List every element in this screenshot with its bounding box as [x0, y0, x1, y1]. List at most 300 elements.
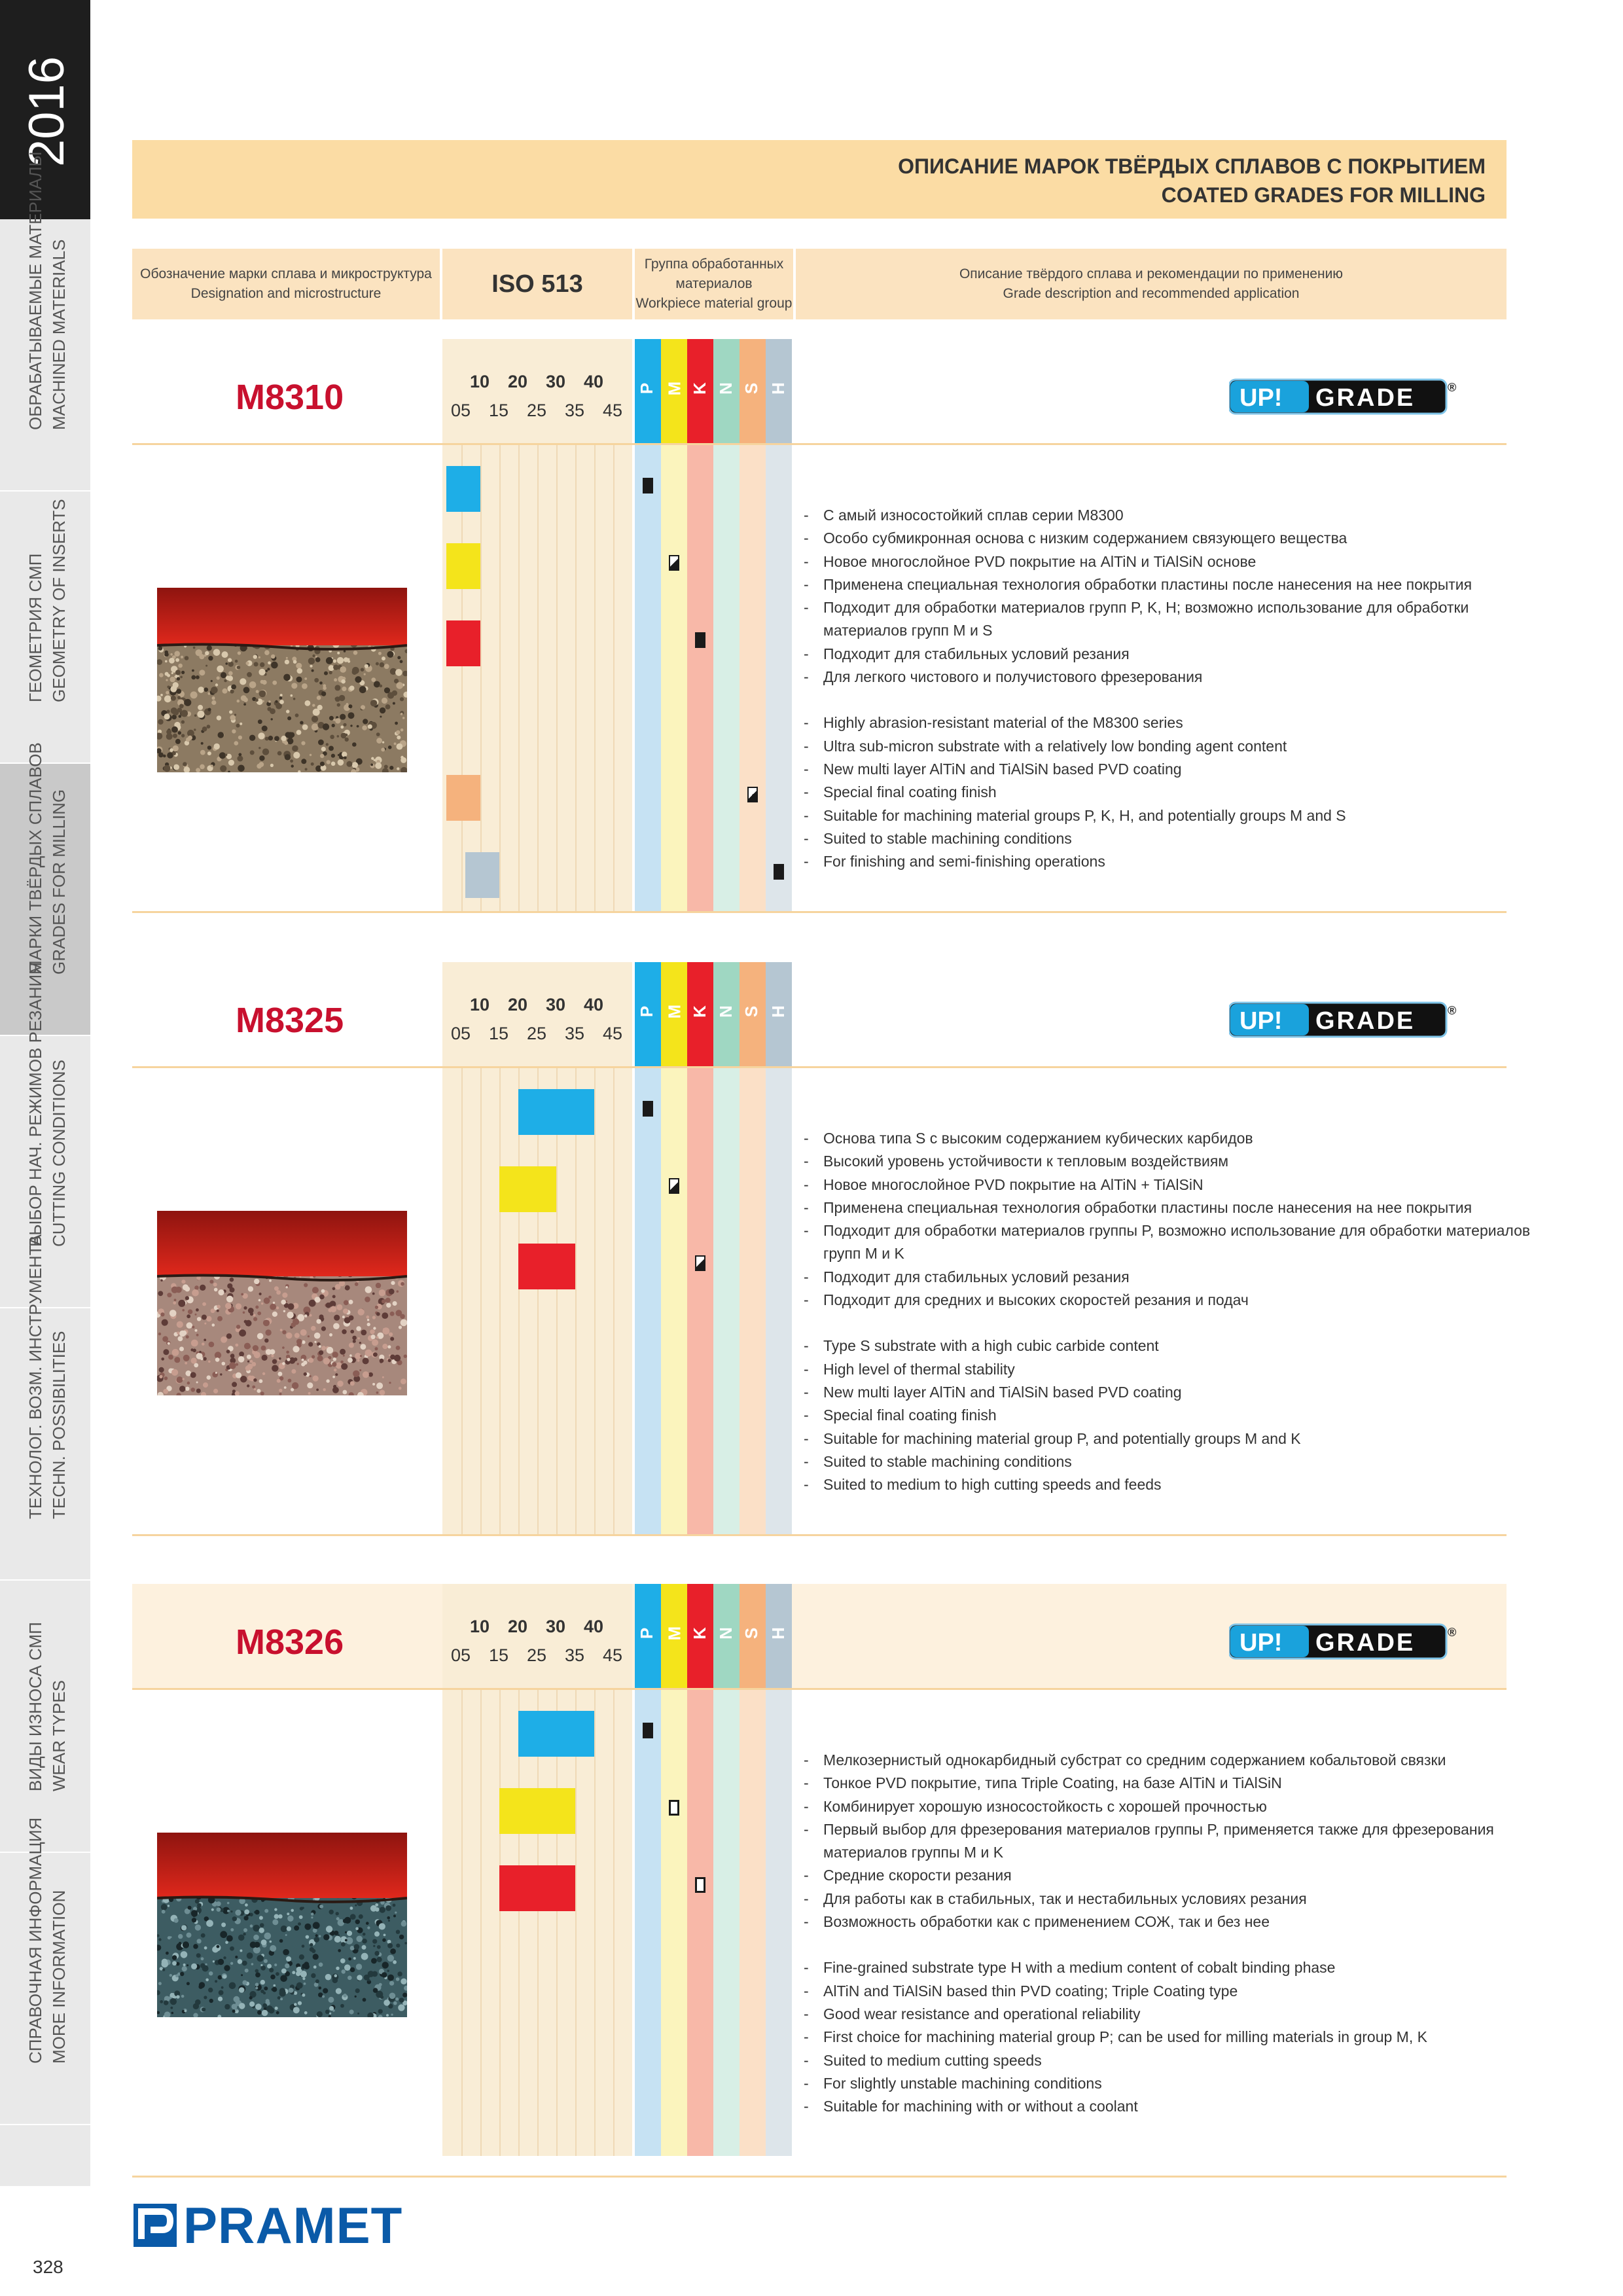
iso-gridline — [499, 1068, 501, 1534]
description-text: Suitable for machining with or without a coolant — [823, 2098, 1138, 2115]
upigrade-logo — [1229, 1623, 1458, 1660]
description-text: Для работы как в стабильных, так и нестабильных условиях резания — [823, 1890, 1307, 1907]
sidebar-tab-label — [24, 1622, 71, 1791]
iso-scale-bottom-label: 15 — [489, 401, 509, 420]
sidebar-tab-label-en: TECHN. POSSIBILITIES — [49, 1331, 69, 1519]
iso-gridline — [556, 1690, 558, 2156]
description-line — [804, 2072, 1494, 2095]
material-group-column-m — [661, 1068, 687, 1534]
bullet-dash: - — [804, 783, 809, 801]
sidebar-tab[interactable] — [0, 1234, 90, 1581]
iso-gridline — [499, 445, 501, 911]
description-line — [804, 1910, 1494, 1933]
column-header-description — [796, 249, 1507, 319]
material-group-header-n — [713, 1584, 740, 1690]
iso-range-bar-m — [499, 1166, 556, 1212]
grade-divider — [132, 1534, 1507, 1536]
bullet-dash: - — [804, 529, 809, 547]
bullet-dash: - — [804, 1913, 809, 1931]
group-ru-1: Группа обработанных — [644, 257, 784, 272]
iso-scale-bottom-label: 45 — [603, 401, 623, 420]
designation-en: Designation and microstructure — [190, 286, 382, 301]
material-group-letter: M — [664, 1004, 685, 1019]
material-group-header-m — [661, 1584, 687, 1690]
sidebar-tab-label-ru: МАРКИ ТВЁРДЫХ СПЛАВОВ — [26, 742, 45, 975]
iso-scale-bottom-label: 45 — [603, 1024, 623, 1043]
bullet-dash: - — [804, 507, 809, 524]
iso-range-bar-k — [518, 1244, 575, 1289]
material-group-column-p — [635, 445, 661, 911]
page-number: 328 — [33, 2257, 63, 2277]
grade-description — [804, 1749, 1494, 2118]
material-group-column-m — [661, 1690, 687, 2156]
bullet-dash: - — [804, 599, 809, 617]
bullet-dash: - — [804, 760, 809, 778]
grade-header-divider — [132, 1066, 1507, 1068]
suitability-mark-p — [643, 478, 653, 493]
microstructure-image — [157, 588, 407, 772]
iso-range-bar-m — [499, 1788, 575, 1834]
description-line — [804, 2003, 1494, 2026]
bullet-dash: - — [804, 575, 809, 593]
description-text: Мелкозернистый однокарбидный субстрат со средним содержанием кобальтовой связки — [823, 1751, 1446, 1768]
description-line — [804, 1772, 1494, 1795]
description-text: материалов групп M и S — [823, 622, 993, 639]
description-text: С амый износостойкий сплав серии М8300 — [823, 507, 1124, 524]
description-text: Type S substrate with a high cubic carbide content — [823, 1337, 1159, 1355]
bullet-dash: - — [804, 1198, 809, 1216]
suitability-mark-k — [695, 632, 705, 648]
page-header — [132, 140, 1507, 219]
material-group-column-h — [766, 1690, 792, 2156]
material-group-letter: K — [689, 1627, 709, 1640]
bullet-dash: - — [804, 1407, 809, 1424]
bullet-dash: - — [804, 2098, 809, 2115]
iso-range-bar-k — [446, 620, 480, 666]
material-group-letter: K — [689, 382, 709, 395]
bullet-dash: - — [804, 2074, 809, 2092]
iso-gridline — [518, 445, 520, 911]
material-group-letter: K — [689, 1005, 709, 1018]
material-group-header-h — [766, 339, 792, 445]
iso-gridline — [613, 1068, 615, 1534]
iso-scale-top-label: 10 — [470, 1617, 490, 1636]
sidebar-tab-label-ru: ВИДЫ ИЗНОСА СМП — [26, 1622, 45, 1791]
bullet-dash: - — [804, 829, 809, 847]
header-title-en: COATED GRADES FOR MILLING — [1161, 183, 1486, 207]
material-group-column-h — [766, 445, 792, 911]
description-line — [804, 1381, 1530, 1404]
description-line — [804, 1358, 1530, 1381]
iso-range-bar-p — [518, 1089, 594, 1135]
description-line — [804, 1795, 1494, 1818]
description-line — [804, 1888, 1494, 1910]
description-text: групп M и K — [823, 1245, 904, 1263]
bullet-dash: - — [804, 1337, 809, 1355]
suitability-mark-s — [747, 787, 758, 802]
material-group-column-n — [713, 445, 740, 911]
sidebar-tab[interactable] — [0, 492, 90, 764]
sidebar-tab-label-ru: СПРАВОЧНАЯ ИНФОРМАЦИЯ — [26, 1817, 45, 2064]
bullet-dash: - — [804, 645, 809, 662]
material-group-letter: H — [768, 1005, 788, 1018]
iso-scale-top-label: 30 — [546, 372, 566, 391]
description-line — [804, 504, 1472, 527]
material-group-letter: P — [637, 1005, 657, 1018]
description-text: Suited to medium to high cutting speeds and feeds — [823, 1476, 1162, 1494]
column-header-designation — [132, 249, 440, 319]
material-group-header-k — [687, 1584, 713, 1690]
iso-gridline — [461, 445, 463, 911]
iso-scale-bottom-label: 35 — [565, 401, 585, 420]
sidebar-nav — [0, 0, 90, 2186]
description-line — [804, 827, 1472, 850]
sidebar-tab-label — [24, 742, 71, 975]
description-line — [804, 1289, 1530, 1312]
description-line — [804, 711, 1472, 734]
description-line — [804, 1242, 1530, 1265]
iso-range-bar-k — [499, 1865, 575, 1911]
sidebar-tab-label — [24, 499, 71, 702]
description-text: Suitable for machining material groups P, K, H, and potentially groups M and S — [823, 806, 1346, 824]
upigrade-logo — [1229, 1001, 1458, 1038]
suitability-mark-m — [669, 1800, 679, 1816]
iso-scale-top-label: 10 — [470, 995, 490, 1014]
description-line — [804, 758, 1472, 781]
description-line — [804, 1127, 1530, 1150]
description-text: First choice for machining material group P; can be used for milling materials in group M, K — [823, 2028, 1427, 2046]
iso-scale-bottom-label: 45 — [603, 1645, 623, 1665]
iso-scale-bottom-label: 35 — [565, 1645, 585, 1665]
description-line — [804, 1980, 1494, 2003]
description-text: High level of thermal stability — [823, 1360, 1015, 1378]
material-group-header-s — [740, 1584, 766, 1690]
material-group-letter: N — [715, 1005, 736, 1018]
bullet-dash: - — [804, 1774, 809, 1792]
description-text: Новое многослойное PVD покрытие на AlTiN и TiAlSiN основе — [823, 552, 1257, 570]
description-line — [804, 527, 1472, 550]
description-text: Подходит для стабильных условий резания — [823, 645, 1130, 662]
sidebar-tab-label-en: CUTTING CONDITIONS — [49, 1060, 69, 1247]
bullet-dash: - — [804, 1153, 809, 1170]
description-text: материалов группы M и K — [823, 1844, 1004, 1861]
group-en: Workpiece material group — [635, 296, 793, 311]
iso-gridline — [575, 1690, 577, 2156]
description-line — [804, 550, 1472, 573]
grade-description — [804, 504, 1472, 873]
description-text: Fine-grained substrate type H with a medium content of cobalt binding phase — [823, 1959, 1336, 1977]
sidebar-tab-label-en: WEAR TYPES — [49, 1679, 69, 1791]
material-group-letter: H — [768, 382, 788, 395]
designation-ru: Обозначение марки сплава и микроструктура — [140, 266, 432, 281]
iso-scale-top-label: 20 — [508, 372, 528, 391]
iso-scale-top-label: 10 — [470, 372, 490, 391]
material-group-header-p — [635, 1584, 661, 1690]
bullet-dash: - — [804, 1268, 809, 1285]
bullet-dash: - — [804, 1175, 809, 1193]
iso-gridline — [537, 445, 539, 911]
bullet-dash: - — [804, 1452, 809, 1470]
bullet-dash: - — [804, 1476, 809, 1494]
description-text: Подходит для обработки материалов группы P, возможно использование для обработки материалов — [823, 1222, 1531, 1240]
sidebar-tab[interactable] — [0, 1581, 90, 1853]
description-en: Grade description and recommended application — [1003, 286, 1300, 301]
description-line — [804, 1427, 1530, 1450]
material-group-letter: S — [741, 382, 762, 395]
bullet-dash: - — [804, 2051, 809, 2069]
grade-header-divider — [132, 1688, 1507, 1690]
material-group-letter: P — [637, 1627, 657, 1640]
description-line — [804, 2026, 1494, 2049]
grade-name: M8310 — [236, 378, 344, 417]
svg-text:UP!: UP! — [1240, 384, 1283, 412]
sidebar-tab-label-ru: ГЕОМЕТРИЯ СМП — [26, 553, 45, 702]
description-line — [804, 735, 1472, 758]
bullet-dash: - — [804, 1222, 809, 1240]
bullet-dash: - — [804, 1751, 809, 1768]
description-text: Высокий уровень устойчивости к тепловым воздействиям — [823, 1153, 1229, 1170]
iso-label: ISO 513 — [491, 270, 583, 298]
description-text: Для легкого чистового и получистового фрезерования — [823, 668, 1203, 686]
description-text: Основа типа S с высоким содержанием кубических карбидов — [823, 1130, 1253, 1147]
iso-gridline — [594, 1068, 596, 1534]
material-group-header-s — [740, 339, 766, 445]
description-text: Suited to stable machining conditions — [823, 829, 1072, 847]
suitability-mark-p — [643, 1723, 653, 1738]
description-line — [804, 2095, 1494, 2118]
suitability-mark-h — [774, 864, 784, 880]
description-text: Средние скорости резания — [823, 1867, 1012, 1884]
bullet-dash: - — [804, 1982, 809, 2000]
grade-name: M8325 — [236, 1001, 344, 1040]
iso-gridline — [556, 1068, 558, 1534]
description-text: Подходит для обработки материалов групп P, K, H; возможно использование для обработки — [823, 599, 1469, 617]
suitability-mark-m — [669, 1178, 679, 1194]
suitability-mark-k — [695, 1877, 705, 1893]
bullet-dash: - — [804, 1383, 809, 1401]
sidebar-tab-label — [24, 1234, 71, 1519]
material-group-column-k — [687, 1068, 713, 1534]
material-group-column-m — [661, 445, 687, 911]
svg-text:GRADE: GRADE — [1315, 1629, 1416, 1657]
bullet-dash: - — [804, 1820, 809, 1838]
iso-range-bar-p — [518, 1711, 594, 1757]
header-title-ru: ОПИСАНИЕ МАРОК ТВЁРДЫХ СПЛАВОВ С ПОКРЫТИЕМ — [898, 154, 1486, 178]
material-group-column-n — [713, 1690, 740, 2156]
iso-scale-bottom-label: 35 — [565, 1024, 585, 1043]
bullet-dash: - — [804, 737, 809, 755]
description-gap — [804, 1312, 1530, 1335]
iso-gridline — [537, 1068, 539, 1534]
iso-gridline — [575, 1068, 577, 1534]
grade-divider — [132, 911, 1507, 913]
iso-gridline — [499, 1690, 501, 2156]
iso-gridline — [518, 1068, 520, 1534]
description-text: Special final coating finish — [823, 1407, 997, 1424]
material-group-column-h — [766, 1068, 792, 1534]
material-group-header-k — [687, 962, 713, 1068]
description-line — [804, 1196, 1530, 1219]
description-line — [804, 1818, 1494, 1841]
material-group-letter: N — [715, 382, 736, 395]
iso-scale-bottom-label: 25 — [527, 1024, 547, 1043]
iso-scale-top-label: 20 — [508, 995, 528, 1014]
description-line — [804, 1174, 1530, 1196]
iso-gridline — [594, 445, 596, 911]
description-text: For slightly unstable machining conditions — [823, 2074, 1102, 2092]
pramet-wordmark: PRAMET — [183, 2196, 403, 2254]
bullet-dash: - — [804, 1890, 809, 1907]
sidebar-tab-label-ru: ОБРАБАТЫВАЕМЫЕ МАТЕРИАЛЫ — [26, 151, 45, 430]
material-group-column-k — [687, 445, 713, 911]
iso-gridline — [461, 1690, 463, 2156]
iso-gridline — [480, 1068, 482, 1534]
description-text: Первый выбор для фрезерования материалов группы P, применяется также для фрезерования — [823, 1820, 1494, 1838]
sidebar-tab-label — [24, 962, 71, 1247]
description-gap — [804, 689, 1472, 711]
description-line — [804, 1404, 1530, 1427]
bullet-dash: - — [804, 853, 809, 870]
description-text: New multi layer AlTiN and TiAlSiN based PVD coating — [823, 1383, 1182, 1401]
material-group-column-p — [635, 1690, 661, 2156]
bullet-dash: - — [804, 1867, 809, 1884]
bullet-dash: - — [804, 1429, 809, 1447]
iso-gridline — [480, 445, 482, 911]
bullet-dash: - — [804, 1130, 809, 1147]
iso-gridline — [594, 1690, 596, 2156]
description-ru: Описание твёрдого сплава и рекомендации по применению — [959, 266, 1344, 281]
svg-text:UP!: UP! — [1240, 1007, 1283, 1035]
description-text: Тонкое PVD покрытие, типа Triple Coating, на базе AlTiN и TiAlSiN — [823, 1774, 1282, 1792]
iso-gridline — [461, 1068, 463, 1534]
description-text: Suited to medium cutting speeds — [823, 2051, 1042, 2069]
iso-gridline — [613, 1690, 615, 2156]
description-line — [804, 1749, 1494, 1772]
description-text: Применена специальная технология обработки пластины после нанесения на нее покрытия — [823, 1198, 1472, 1216]
iso-scale-bottom-label: 25 — [527, 401, 547, 420]
iso-scale-bottom-label: 05 — [451, 401, 471, 420]
description-line — [804, 1473, 1530, 1496]
iso-scale-top-label: 40 — [584, 1617, 604, 1636]
group-ru-2: материалов — [675, 276, 753, 291]
description-text: Подходит для стабильных условий резания — [823, 1268, 1130, 1285]
iso-scale-top-label: 30 — [546, 1617, 566, 1636]
grade-header-divider — [132, 443, 1507, 445]
description-line — [804, 1450, 1530, 1473]
sidebar-tab-label-en: GRADES FOR MILLING — [49, 789, 69, 975]
iso-gridline — [518, 1690, 520, 2156]
description-text: Good wear resistance and operational reliability — [823, 2005, 1141, 2022]
sidebar-tab-label — [24, 1818, 71, 2064]
svg-text:®: ® — [1448, 381, 1457, 394]
description-text: Special final coating finish — [823, 783, 997, 801]
material-group-column-n — [713, 1068, 740, 1534]
material-group-header-p — [635, 962, 661, 1068]
description-line — [804, 596, 1472, 619]
svg-text:GRADE: GRADE — [1315, 1007, 1416, 1035]
bullet-dash: - — [804, 714, 809, 732]
material-group-header-h — [766, 962, 792, 1068]
sidebar-tab-label-ru: ТЕХНОЛОГ. ВОЗМ. ИНСТРУМЕНТА — [26, 1234, 45, 1519]
material-group-letter: S — [741, 1005, 762, 1018]
bullet-dash: - — [804, 2028, 809, 2046]
microstructure-image — [157, 1211, 407, 1395]
description-line — [804, 781, 1472, 804]
iso-scale-top-label: 40 — [584, 995, 604, 1014]
iso-gridline — [575, 445, 577, 911]
description-line — [804, 1219, 1530, 1242]
iso-range-bar-s — [446, 775, 480, 821]
description-text: Новое многослойное PVD покрытие на AlTiN + TiAlSiN — [823, 1175, 1204, 1193]
column-header-iso — [442, 249, 632, 319]
description-line — [804, 1150, 1530, 1173]
microstructure-image — [157, 1833, 407, 2017]
bullet-dash: - — [804, 806, 809, 824]
description-text: New multi layer AlTiN and TiAlSiN based PVD coating — [823, 760, 1182, 778]
bullet-dash: - — [804, 1291, 809, 1309]
iso-gridline — [556, 445, 558, 911]
description-text: Ultra sub-micron substrate with a relatively low bonding agent content — [823, 737, 1287, 755]
description-text: Highly abrasion-resistant material of the M8300 series — [823, 714, 1183, 732]
sidebar-tab[interactable] — [0, 151, 90, 492]
description-gap — [804, 1933, 1494, 1956]
description-text: Комбинирует хорошую износостойкость с хорошей прочностью — [823, 1797, 1267, 1815]
column-header-group — [635, 249, 793, 319]
material-group-letter: P — [637, 382, 657, 395]
svg-text:UP!: UP! — [1240, 1629, 1283, 1657]
description-line — [804, 804, 1472, 827]
iso-scale-top-label: 20 — [508, 1617, 528, 1636]
material-group-header-m — [661, 339, 687, 445]
material-group-header-n — [713, 962, 740, 1068]
description-line — [804, 1864, 1494, 1887]
iso-scale-top-label: 40 — [584, 372, 604, 391]
description-line — [804, 1841, 1494, 1864]
description-line — [804, 1266, 1530, 1289]
iso-range-bar-p — [446, 466, 480, 512]
description-text: Применена специальная технология обработки пластины после нанесения на нее покрытия — [823, 575, 1472, 593]
grade-name: M8326 — [236, 1623, 344, 1662]
iso-gridline — [480, 1690, 482, 2156]
svg-text:GRADE: GRADE — [1315, 384, 1416, 412]
description-text: Suitable for machining material group P, and potentially groups M and K — [823, 1429, 1301, 1447]
material-group-header-m — [661, 962, 687, 1068]
description-text: Suited to stable machining conditions — [823, 1452, 1072, 1470]
bullet-dash: - — [804, 1797, 809, 1815]
sidebar-tab-label-en: MACHINED MATERIALS — [49, 239, 69, 430]
grade-description — [804, 1127, 1530, 1496]
iso-scale-bottom-label: 05 — [451, 1645, 471, 1665]
pramet-logo — [132, 2193, 402, 2258]
sidebar-tab[interactable] — [0, 1817, 90, 2125]
description-text: Подходит для средних и высоких скоростей резания и подач — [823, 1291, 1249, 1309]
material-group-column-s — [740, 1690, 766, 2156]
iso-range-bar-h — [465, 852, 499, 898]
material-group-letter: M — [664, 381, 685, 396]
description-line — [804, 619, 1472, 642]
bullet-dash: - — [804, 2005, 809, 2022]
material-group-letter: S — [741, 1627, 762, 1640]
upigrade-logo — [1229, 378, 1458, 415]
material-group-header-n — [713, 339, 740, 445]
material-group-header-s — [740, 962, 766, 1068]
catalog-year: 2016 — [19, 56, 75, 167]
description-line — [804, 1956, 1494, 1979]
iso-scale-bottom-label: 05 — [451, 1024, 471, 1043]
material-group-letter: N — [715, 1627, 736, 1640]
suitability-mark-m — [669, 555, 679, 571]
description-line — [804, 573, 1472, 596]
